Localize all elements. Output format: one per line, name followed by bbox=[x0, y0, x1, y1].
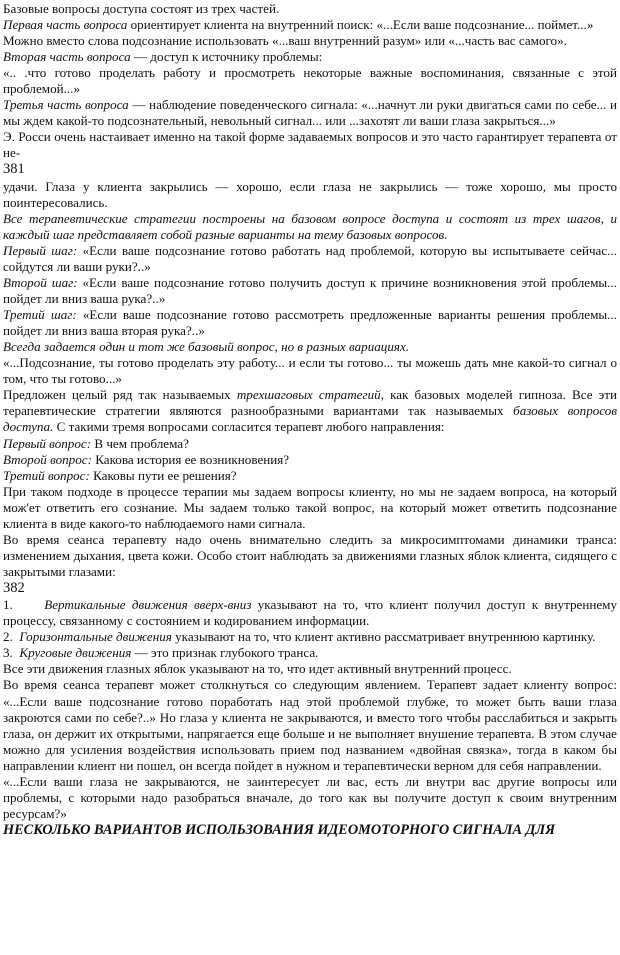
text-run: указывают на то, что клиент активно рассматривает внутреннюю картинку. bbox=[171, 629, 596, 645]
paragraph bbox=[3, 307, 617, 339]
text-run: «...Подсознание, ты готово проделать эту работу... и если ты готово... ты можешь дать мне какой-то сигнал о том, что ты готово...» bbox=[3, 355, 617, 387]
paragraph bbox=[3, 468, 617, 484]
text-run: «.. .что готово проделать работу и просмотреть некоторые важные воспоминания, связанные с этой проблемой...» bbox=[3, 65, 617, 97]
italic-text: Горизонтальные движения bbox=[19, 629, 172, 645]
paragraph bbox=[3, 179, 617, 211]
italic-text: Круговые движения bbox=[19, 645, 132, 661]
text-run: Можно вместо слова подсознание использовать «...ваш внутренний разум» или «...часть вас самого». bbox=[3, 33, 567, 49]
italic-text: Первый шаг: bbox=[3, 242, 78, 258]
italic-text: Первая часть вопроса bbox=[3, 17, 128, 33]
paragraph bbox=[3, 49, 617, 65]
paragraph bbox=[3, 65, 617, 97]
text-run: Во время сеанса терапевт может столкнуться со следующим явлением. Терапевт задает клиенту вопрос: «...Если ваше подсознание готово поработать над этой проблемой глубже, то может быть ваши глаза закроются сами по себе?..» Но глаза у клиента не закрываются, и вместо того чтобы расслабиться и закрыть глаза, он держит их открытыми, напрягается еще больше и не выполняет внушение терапевта. В этом случае можно для усиления воздействия использовать прием под названием «двойная связка», тогда в каком бы направлении клиент ни пошел, он всегда пойдет в нужном и терапевтически верном для себя направлении. bbox=[3, 677, 617, 773]
italic-text: базовых вопросов доступа. bbox=[3, 403, 618, 435]
text-run: «...Если ваши глаза не закрываются, не заинтересует ли вас, есть ли внутри вас другие вопросы или проблемы, с которыми надо разобраться вначале, до того как вы получите доступ к своим внутренним ресурсам?» bbox=[3, 773, 617, 821]
text-run: 2. bbox=[3, 629, 20, 645]
text-run: С такими тремя вопросами согласится терапевт любого направления: bbox=[53, 419, 445, 435]
italic-text: Всегда задается один и тот же базовый вопрос, но в разных вариациях. bbox=[3, 339, 410, 355]
paragraph bbox=[3, 484, 617, 532]
section-heading bbox=[3, 822, 617, 839]
paragraph bbox=[3, 355, 617, 387]
italic-text: Вторая часть вопроса bbox=[3, 49, 131, 65]
text-run: указывают на то, что клиент получил доступ к внутреннему процессу, связанному с состоянием и кодированием информации. bbox=[3, 597, 617, 629]
text-run: 381 bbox=[3, 161, 25, 178]
paragraph bbox=[3, 211, 617, 243]
text-run: — наблюдение поведенческого сигнала: «...начнут ли руки двигаться сами по себе... и мы ждем какой-то подсознательный, невольный сигнал... или ...захотят ли ваши глаза закрыться...» bbox=[3, 97, 617, 129]
italic-text: Второй вопрос: bbox=[3, 451, 92, 467]
text-run: 3. bbox=[3, 645, 20, 661]
italic-text: Третий шаг: bbox=[3, 307, 77, 323]
italic-text: Первый вопрос: bbox=[3, 435, 92, 451]
text-run: Предложен целый ряд так называемых bbox=[3, 387, 237, 403]
text-run: Э. Росси очень настаивает именно на такой форме задаваемых вопросов и это часто гарантирует терапевта от не- bbox=[3, 129, 617, 161]
paragraph bbox=[3, 17, 617, 33]
paragraph bbox=[3, 33, 617, 49]
text-run: «Если ваше подсознание готово работать над проблемой, которую вы испытываете сейчас... сойдутся ли ваши руки?..» bbox=[3, 242, 617, 274]
paragraph bbox=[3, 452, 617, 468]
italic-text: трехшаговых стратегий, bbox=[236, 387, 384, 403]
text-run: Во время сеанса терапевту надо очень внимательно следить за микросимптомами динамики транса: изменением дыхания, цвета кожи. Особо стоит наблюдать за движениями глазных яблок клиента, сидящего с закрытыми глазами: bbox=[3, 531, 617, 579]
italic-text: Вертикальные движения вверх-вниз bbox=[44, 597, 252, 613]
italic-text: Второй шаг: bbox=[3, 275, 78, 291]
text-run: НЕСКОЛЬКО ВАРИАНТОВ ИСПОЛЬЗОВАНИЯ ИДЕОМОТОРНОГО СИГНАЛА ДЛЯ bbox=[3, 821, 556, 838]
text-run: — это признак глубокого транса. bbox=[131, 645, 319, 661]
text-run: «Если ваше подсознание готово рассмотреть предложенные варианты решения проблемы... пойдет ли вниз ваша вторая рука?..» bbox=[3, 307, 617, 339]
text-run: Какова история ее возникновения? bbox=[91, 451, 290, 467]
italic-text: Третья часть вопроса bbox=[3, 97, 129, 113]
paragraph bbox=[3, 629, 617, 645]
page-number bbox=[3, 580, 617, 597]
text-run: удачи. Глаза у клиента закрылись — хорошо, если глаза не закрылись — тоже хорошо, мы просто поинтересовались. bbox=[3, 178, 617, 210]
paragraph bbox=[3, 774, 617, 822]
text-run: «Если ваше подсознание готово получить доступ к причине возникновения этой проблемы... пойдет ли вниз ваша рука?..» bbox=[3, 275, 617, 307]
text-run: При таком подходе в процессе терапии мы задаем вопросы клиенту, но мы не задаем вопроса, на который мож'ет ответить его сознание. Мы задаем только такой вопрос, на который может ответить подсознание клиента в виде какого-то наблюдаемого нами сигнала. bbox=[3, 483, 617, 531]
paragraph bbox=[3, 275, 617, 307]
paragraph bbox=[3, 677, 617, 773]
text-run: Каковы пути ее решения? bbox=[89, 467, 237, 483]
italic-text: Третий вопрос: bbox=[3, 467, 90, 483]
paragraph bbox=[3, 387, 617, 435]
paragraph bbox=[3, 1, 617, 17]
text-run: ориентирует клиента на внутренний поиск: «...Если ваше подсознание... поймет...» bbox=[127, 17, 594, 33]
paragraph bbox=[3, 661, 617, 677]
text-run: — доступ к источнику проблемы: bbox=[130, 49, 323, 65]
paragraph bbox=[3, 243, 617, 275]
page-number bbox=[3, 161, 617, 178]
text-run: Базовые вопросы доступа состоят из трех частей. bbox=[3, 1, 280, 16]
paragraph bbox=[3, 339, 617, 355]
paragraph bbox=[3, 645, 617, 661]
paragraph bbox=[3, 97, 617, 129]
paragraph bbox=[3, 597, 617, 629]
paragraph bbox=[3, 436, 617, 452]
italic-text: Все терапевтические стратегии построены на базовом вопросе доступа и состоят из трех шагов, и каждый шаг представляет собой разные варианты на тему базовых вопросов. bbox=[3, 210, 617, 242]
text-run: 1. bbox=[3, 597, 45, 613]
text-run: как базовых моделей гипноза. Все эти терапевтические стратегии являются разнообразными вариантами так называемых bbox=[3, 387, 617, 419]
text-run: Все эти движения глазных яблок указывают на то, что идет активный внутренний процесс. bbox=[3, 661, 512, 677]
paragraph bbox=[3, 532, 617, 580]
text-run: 382 bbox=[3, 579, 25, 596]
text-run: В чем проблема? bbox=[91, 435, 189, 451]
paragraph bbox=[3, 129, 617, 161]
